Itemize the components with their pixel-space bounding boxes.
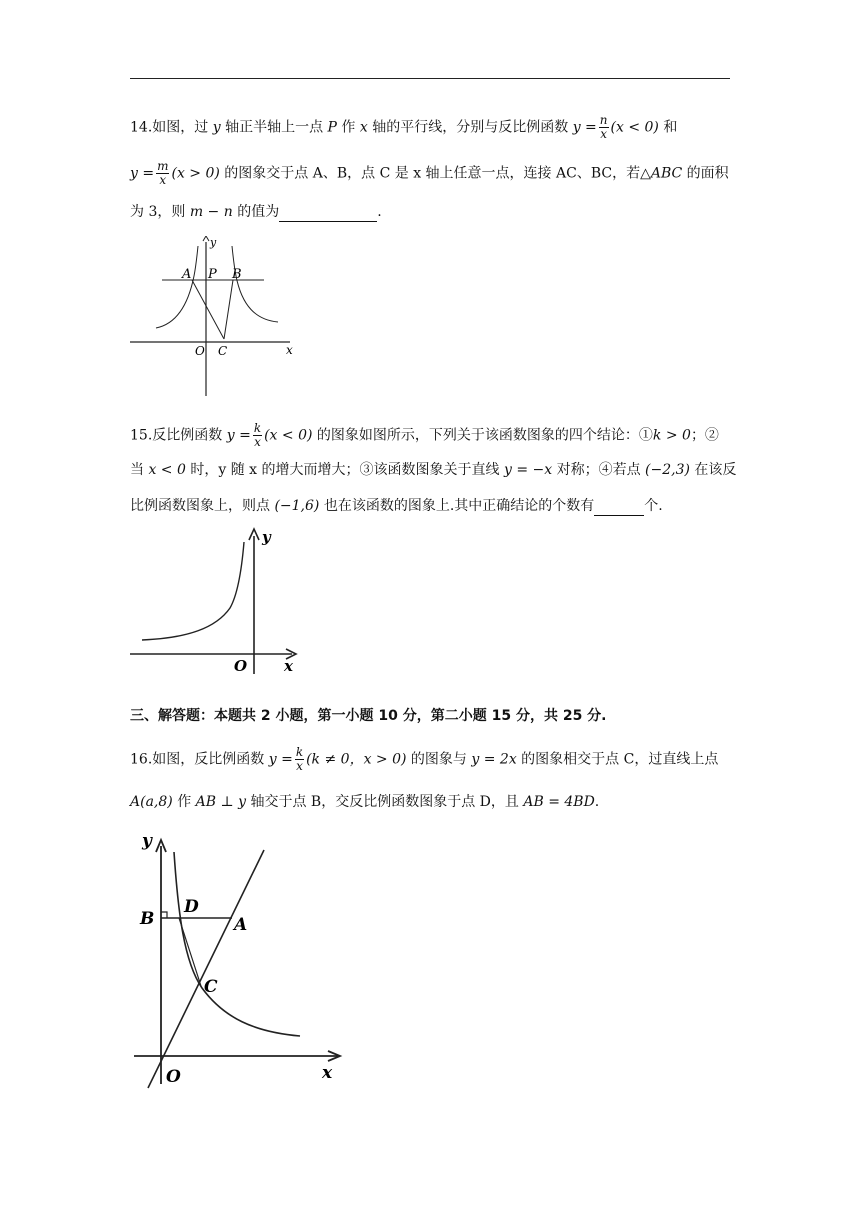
q16-segment-dc <box>179 918 201 986</box>
q14-expr: m − n <box>189 204 233 220</box>
q15-fraction <box>253 422 262 449</box>
q14-text: 轴的平行线，分别与反比例函数 <box>367 119 573 136</box>
q16-label-a: A <box>234 915 248 935</box>
q14-y-arrow <box>203 236 209 241</box>
q15-text: 在该反 <box>689 462 737 478</box>
q15-text: 对称；④若点 <box>552 462 646 478</box>
q16-text: 的图象相交于点 C，过直线上点 <box>516 751 719 768</box>
q16-f-lhs: y = <box>268 751 293 768</box>
q16-label-o: O <box>166 1067 181 1087</box>
q14-segment-bc <box>224 280 233 339</box>
q16-f-num: k <box>295 745 304 759</box>
q14-point-p: P <box>327 119 337 136</box>
q15-text: 时，y 随 x 的增大而增大；③该函数图象关于直线 <box>185 462 504 478</box>
q15-cond: x < 0 <box>148 462 186 478</box>
q14-text: 14.如图，过 <box>130 119 213 136</box>
q16-label-c: C <box>204 977 218 997</box>
q15-f-den: x <box>254 435 261 449</box>
q15-text: 比例函数图象上，则点 <box>130 498 275 514</box>
q14-label-x: x <box>286 343 293 357</box>
q14-line-2 <box>130 160 729 187</box>
q16-label-y: y <box>142 831 152 851</box>
q16-text: 的图象与 <box>406 751 472 768</box>
q14-var-x: x <box>359 119 368 136</box>
q14-label-o: O <box>195 344 205 358</box>
q14-triangle: △ABC <box>640 165 683 182</box>
q14-f1-fraction <box>599 114 609 141</box>
q16-fraction <box>295 746 304 773</box>
header-rule <box>130 78 730 79</box>
q15-text: 当 <box>130 462 149 478</box>
q14-label-c: C <box>218 344 228 358</box>
q14-f1-den: x <box>600 127 608 141</box>
q15-answer-blank[interactable] <box>594 501 644 516</box>
q14-label-b: B <box>232 267 242 282</box>
q15-label-y: y <box>262 528 271 546</box>
q14-text: . <box>377 204 382 220</box>
q14-text: 和 <box>658 119 678 136</box>
q15-conclusion-1: k > 0 <box>652 427 691 444</box>
q14-f2-den: x <box>159 173 167 187</box>
q15-curve <box>142 542 244 640</box>
q16-figure <box>128 822 348 1090</box>
q14-text: 的面积 <box>682 165 729 182</box>
q14-label-a: A <box>182 267 192 282</box>
q14-f2-fraction <box>156 160 169 187</box>
q15-text: ；② <box>690 427 719 444</box>
q16-label-x: x <box>322 1063 333 1083</box>
q16-line-y2x <box>148 850 264 1088</box>
q15-f-lhs: y = <box>226 427 251 444</box>
q15-point-1: (−2,3) <box>645 462 690 478</box>
q16-point-a: A(a,8) <box>130 794 173 810</box>
q15-text: 个. <box>644 498 663 514</box>
q16-text: 作 <box>172 794 196 810</box>
q15-f-cond: (x < 0) <box>264 427 313 444</box>
q15-line-3 <box>130 496 663 516</box>
q14-f1-lhs: y = <box>572 119 597 136</box>
q16-perp: AB ⊥ y <box>195 794 247 810</box>
q16-hyperbola <box>174 852 300 1036</box>
q14-figure <box>128 236 296 398</box>
q14-f2-num: m <box>157 159 169 173</box>
q15-text: 15.反比例函数 <box>130 427 227 444</box>
q14-f2-lhs: y = <box>130 165 155 182</box>
q15-figure <box>128 526 303 678</box>
q16-line-eq: y = 2x <box>471 751 517 768</box>
q14-text: 的值为 <box>232 204 280 220</box>
q16-text: 16.如图，反比例函数 <box>130 751 269 768</box>
section-3-heading: 三、解答题：本题共 2 小题，第一小题 10 分，第二小题 15 分，共 25 分. <box>130 708 607 724</box>
q15-line-eq: y = −x <box>503 462 553 478</box>
q15-text: 也在该函数的图象上.其中正确结论的个数有 <box>319 498 595 514</box>
q14-line-3 <box>130 202 382 222</box>
q14-curve-right <box>232 246 278 322</box>
q14-f1-num: n <box>599 113 608 127</box>
q15-point-2: (−1,6) <box>274 498 320 514</box>
q16-text: 轴交于点 B，交反比例函数图象于点 D，且 <box>246 794 524 810</box>
q15-text: 的图象如图所示，下列关于该函数图象的四个结论：① <box>312 427 653 444</box>
q14-label-y: y <box>210 236 217 249</box>
q15-line-1 <box>130 422 719 449</box>
q14-line-1 <box>130 114 677 141</box>
q16-label-b: B <box>140 909 155 929</box>
q16-line-1 <box>130 746 718 773</box>
q16-f-den: x <box>296 759 303 773</box>
q14-curve-left <box>156 246 198 328</box>
q14-var-y: y <box>212 119 221 136</box>
q14-f2-cond: (x > 0) <box>171 165 220 182</box>
q14-text: 为 3，则 <box>130 204 190 220</box>
q14-segment-ac <box>192 280 224 339</box>
q16-eq: AB = 4BD <box>523 794 595 810</box>
q14-text: 的图象交于点 A、B，点 C 是 x 轴上任意一点，连接 AC、BC，若 <box>219 165 641 182</box>
q16-text: . <box>594 794 600 810</box>
q15-line-2 <box>130 460 736 480</box>
q14-f1-cond: (x < 0) <box>610 119 659 136</box>
q15-label-x: x <box>284 657 293 675</box>
q14-label-p: P <box>208 267 217 282</box>
q14-text: 轴正半轴上一点 <box>220 119 328 136</box>
q16-f-cond: (k ≠ 0，x > 0) <box>306 751 407 768</box>
q15-f-num: k <box>253 421 262 435</box>
q16-label-d: D <box>184 897 199 917</box>
q14-text: 作 <box>336 119 360 136</box>
q16-line-2 <box>130 792 599 812</box>
q14-answer-blank[interactable] <box>279 207 377 222</box>
q15-label-o: O <box>234 657 248 675</box>
